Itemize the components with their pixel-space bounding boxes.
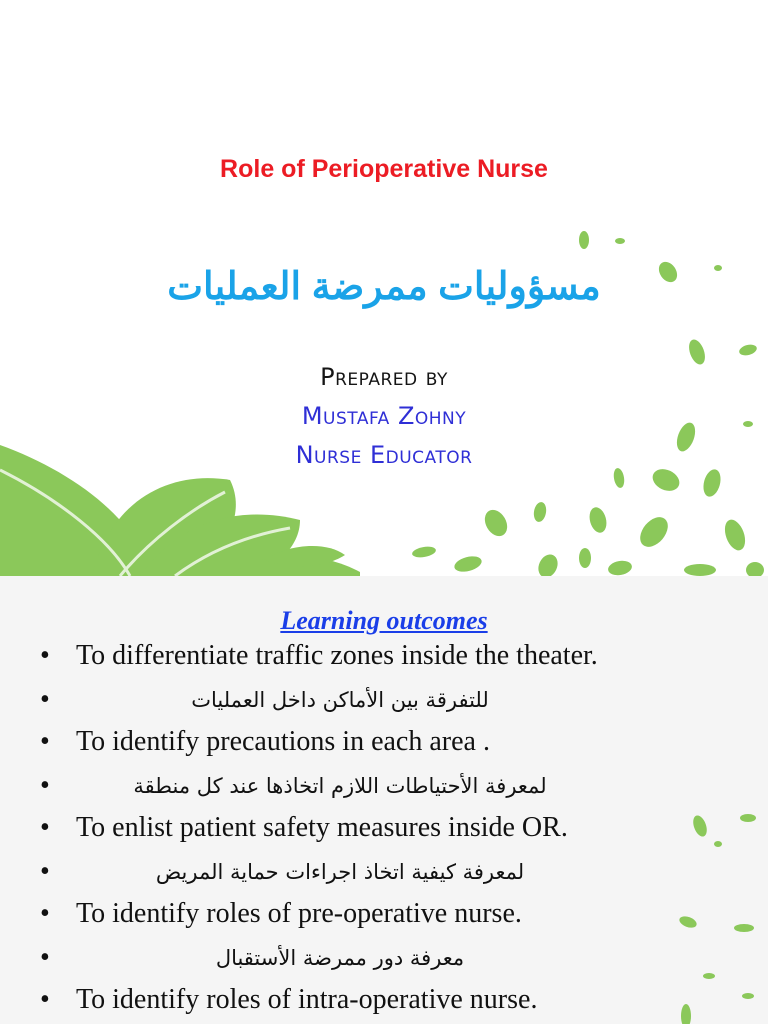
list-item-text-arabic: لمعرفة الأحتياطات اللازم اتخاذها عند كل منطقة xyxy=(133,774,547,798)
list-item-text-arabic: لمعرفة كيفية اتخاذ اجراءات حماية المريض xyxy=(155,860,525,884)
bullet-marker: • xyxy=(40,640,50,671)
list-item-text: To identify roles of pre-operative nurse. xyxy=(76,898,522,929)
leaf-icon xyxy=(721,517,749,553)
list-item-text-arabic: للتفرقة بين الأماكن داخل العمليات xyxy=(191,688,489,712)
list-item-text-arabic: معرفة دور ممرضة الأستقبال xyxy=(215,946,465,970)
list-item xyxy=(0,726,768,766)
list-item xyxy=(0,984,768,1024)
leaf-icon xyxy=(579,231,589,249)
bullet-marker: • xyxy=(40,942,50,973)
learning-outcomes-slide xyxy=(0,576,768,1024)
leaf-icon xyxy=(684,564,716,576)
leaf-icon xyxy=(612,467,625,488)
list-item xyxy=(0,812,768,852)
leaf-icon xyxy=(453,554,484,575)
prepared-by-label: Prepared by xyxy=(320,363,448,391)
list-item-text: To differentiate traffic zones inside the theater. xyxy=(76,640,598,671)
leaf-icon xyxy=(535,551,561,576)
list-item xyxy=(0,770,768,810)
list-item xyxy=(0,684,768,724)
section-heading: Learning outcomes xyxy=(280,606,488,635)
list-item-text: To enlist patient safety measures inside OR. xyxy=(76,812,568,843)
list-item xyxy=(0,898,768,938)
bullet-marker: • xyxy=(40,726,50,757)
bullet-marker: • xyxy=(40,984,50,1015)
leaf-icon xyxy=(607,559,633,576)
leaf-icon xyxy=(411,545,436,559)
leaf-icon xyxy=(615,238,625,244)
list-item xyxy=(0,942,768,982)
list-item xyxy=(0,856,768,896)
leaf-icon xyxy=(649,465,683,495)
list-item xyxy=(0,640,768,680)
author-role: Nurse Educator xyxy=(295,441,473,469)
bullet-marker: • xyxy=(40,770,50,801)
leaf-icon xyxy=(701,467,724,498)
leaf-icon xyxy=(746,562,764,576)
leaf-icon xyxy=(635,512,674,552)
leaf-icon xyxy=(532,501,547,523)
author-name: Mustafa Zohny xyxy=(301,402,467,430)
bullet-marker: • xyxy=(40,812,50,843)
bullet-marker: • xyxy=(40,856,50,887)
leaf-icon xyxy=(587,505,609,534)
slide-title-arabic: مسؤوليات ممرضة العمليات xyxy=(167,266,601,308)
leaf-icon xyxy=(480,506,511,540)
bullet-marker: • xyxy=(40,898,50,929)
slide-title: Role of Perioperative Nurse xyxy=(220,155,548,183)
leaf-icon xyxy=(738,343,758,357)
list-item-text: To identify roles of intra-operative nurse. xyxy=(76,984,538,1015)
bullet-marker: • xyxy=(40,684,50,715)
leaf-icon xyxy=(579,548,591,568)
list-item-text: To identify precautions in each area . xyxy=(76,726,490,757)
